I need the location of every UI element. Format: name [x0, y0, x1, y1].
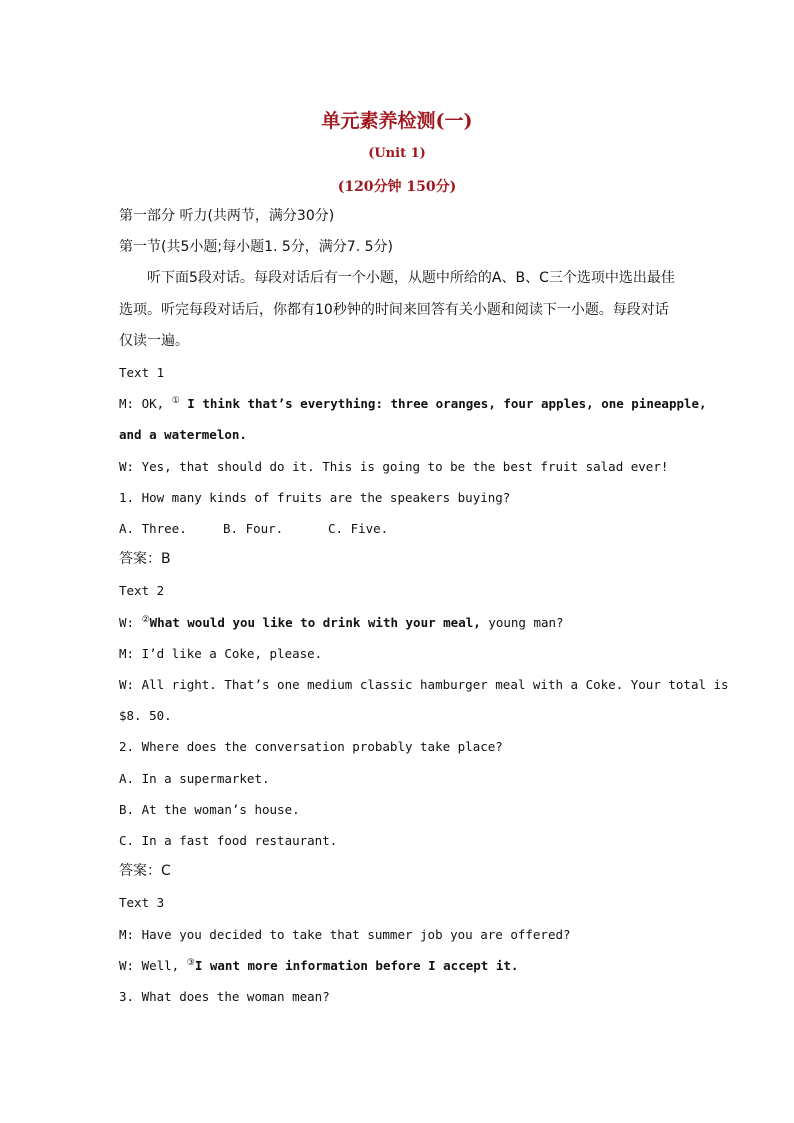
- answer: 答案：C: [119, 863, 171, 880]
- dialogue-line: [119, 950, 679, 981]
- option-a: A. Three.: [119, 521, 187, 537]
- dialogue-line: M: I’d like a Coke, please.: [119, 645, 323, 661]
- page-title: 单元素养检测(一): [321, 110, 473, 132]
- sentence-rest: young man?: [480, 614, 564, 630]
- dialogue-line: W: All right. That’s one medium classic hamburger meal with a Coke. Your total is: [119, 677, 729, 693]
- dialogue-line-continued: $8. 50.: [119, 708, 172, 724]
- note-marker: ③: [186, 957, 195, 968]
- option-b: B. Four.: [223, 521, 284, 537]
- question: 1. How many kinds of fruits are the speakers buying?: [119, 489, 511, 505]
- dialogue-line: W: Yes, that should do it. This is going to be the best fruit salad ever!: [119, 458, 669, 474]
- dialogue-line: [119, 388, 707, 419]
- dialogue-line: [119, 607, 679, 638]
- option-a: A. In a supermarket.: [119, 770, 270, 786]
- highlighted-sentence: What would you like to drink with your meal,: [149, 614, 481, 630]
- note-marker: ②: [141, 614, 150, 625]
- time-score-subtitle: (120分钟 150分): [337, 179, 457, 195]
- highlighted-sentence: I want more information before I accept it.: [194, 957, 519, 973]
- text-label: Text 2: [119, 583, 165, 599]
- document-body: [119, 201, 729, 1012]
- instructions-paragraph: 听下面5段对话。每段对话后有一个小题，从题中所给的A、B、C三个选项中选出最佳选项。听完每段对话后，你都有10秒钟的时间来回答有关小题和阅读下一小题。每段对话仅读一遍。: [119, 270, 675, 349]
- highlighted-sentence: I think that’s everything: three oranges, four apples, one pineapple,: [187, 396, 707, 412]
- dialogue-line: M: Have you decided to take that summer job you are offered?: [119, 926, 571, 942]
- answer: 答案：B: [119, 551, 171, 568]
- option-b: B. At the woman’s house.: [119, 801, 300, 817]
- dialogue-line-continued: and a watermelon.: [119, 427, 247, 443]
- section-heading: 第一节(共5小题;每小题1. 5分，满分7. 5分): [119, 239, 393, 256]
- text-label: Text 1: [119, 365, 165, 381]
- question: 3. What does the woman mean?: [119, 989, 330, 1005]
- question: 2. Where does the conversation probably take place?: [119, 739, 503, 755]
- speaker-prefix: W:: [119, 614, 142, 630]
- speaker-prefix: M: OK,: [119, 396, 172, 412]
- text-label: Text 3: [119, 895, 165, 911]
- question-options: [119, 513, 679, 544]
- option-c: C. In a fast food restaurant.: [119, 833, 338, 849]
- note-marker: ①: [171, 396, 180, 407]
- speaker-prefix: W: Well,: [119, 957, 187, 973]
- unit-subtitle: (Unit 1): [368, 146, 426, 161]
- part-heading: 第一部分 听力(共两节，满分30分): [119, 208, 335, 224]
- option-c: C. Five.: [328, 521, 389, 537]
